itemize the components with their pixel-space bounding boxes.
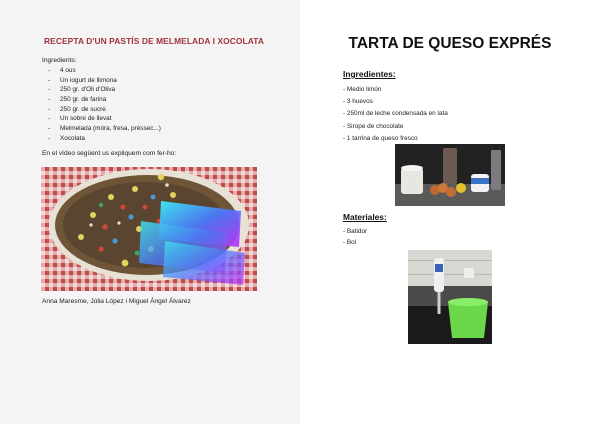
left-ingredients-label: Ingredients: xyxy=(42,57,77,64)
list-item: - Un iogurt de llimona xyxy=(48,76,117,84)
list-item: - 1 tarrina de queso fresco xyxy=(343,134,418,142)
ingredientes-heading: Ingredientes: xyxy=(343,69,396,79)
right-recipe-title: TARTA DE QUESO EXPRÉS xyxy=(348,35,552,52)
left-recipe-title: RECEPTA D'UN PASTÍS DE MELMELADA I XOCOLATA xyxy=(44,36,265,46)
materials-illustration xyxy=(408,250,492,344)
list-item: - Un sobre de llevat xyxy=(48,115,112,123)
list-item: - Melmelada (móra, fresa, préssec...) xyxy=(48,125,161,133)
list-item: - Sirope de chocolate xyxy=(343,122,404,130)
left-ingredients-list xyxy=(48,66,161,144)
materiales-heading: Materiales: xyxy=(343,212,387,222)
ingredients-photo xyxy=(395,144,505,206)
video-intro-text: En el vídeo següent us expliquem com fer-ho: xyxy=(42,150,177,157)
list-item: - 250 gr. d'Oli d'Oliva xyxy=(48,86,116,94)
cake-illustration xyxy=(41,167,257,291)
list-item: - 250ml de leche condensada en lata xyxy=(343,110,448,118)
list-item: - 250 gr. de farina xyxy=(48,96,107,104)
ingredients-illustration xyxy=(395,144,505,206)
materials-photo xyxy=(408,250,492,344)
list-item: - Batidor xyxy=(343,228,368,235)
list-item: - Bol xyxy=(343,239,357,246)
list-item: - 250 gr. de sucre xyxy=(48,105,106,113)
list-item: - 3 huevos xyxy=(343,98,373,106)
right-ingredients-list xyxy=(343,84,448,145)
list-item: - 4 ous xyxy=(48,67,76,74)
cake-video-thumbnail[interactable] xyxy=(41,167,257,291)
authors-credit: Anna Maresme, Júlia López i Miguel Ángel Álvarez xyxy=(42,298,191,305)
list-item: - Medio limón xyxy=(343,86,382,93)
list-item: - Xocolata xyxy=(48,134,85,142)
materials-list xyxy=(343,226,367,248)
